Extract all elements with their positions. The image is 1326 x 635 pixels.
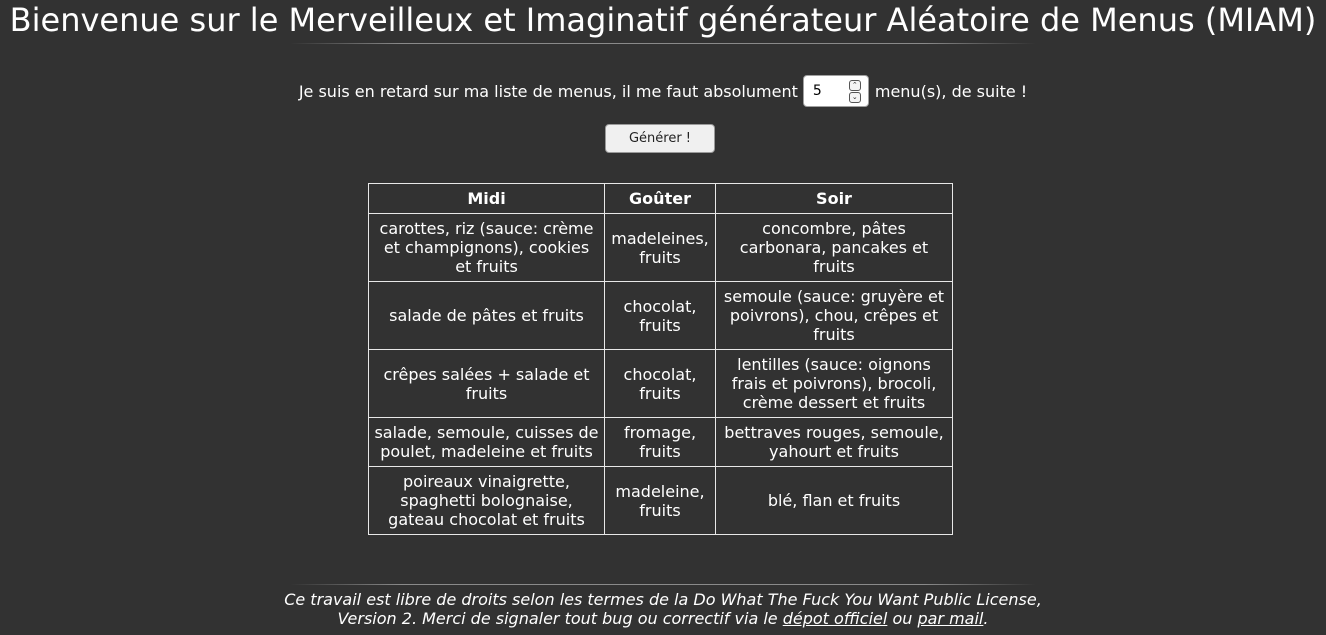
cell-midi: salade, semoule, cuisses de poulet, madeleine et fruits [369,418,605,467]
cell-soir: semoule (sauce: gruyère et poivrons), chou, crêpes et fruits [716,282,953,350]
generate-button[interactable]: Générer ! [605,124,715,153]
cell-midi: salade de pâtes et fruits [369,282,605,350]
table-row [369,214,953,282]
cell-gouter: madeleine, fruits [605,467,716,535]
cell-gouter: fromage, fruits [605,418,716,467]
column-header-soir: Soir [716,184,953,214]
cell-soir: bettraves rouges, semoule, yahourt et fruits [716,418,953,467]
form-prefix-text: Je suis en retard sur ma liste de menus, il me faut absolument [298,81,798,101]
cell-soir: concombre, pâtes carbonara, pancakes et fruits [716,214,953,282]
chevron-up-icon[interactable]: ⌃ [849,80,861,91]
cell-midi: carottes, riz (sauce: crème et champignons), cookies et fruits [369,214,605,282]
cell-midi: poireaux vinaigrette, spaghetti bolognaise, gateau chocolat et fruits [369,467,605,535]
menu-count-value[interactable]: 5 [812,83,822,99]
table-header-row [369,184,953,214]
menus-table [368,183,953,535]
footer-period: . [983,609,989,628]
menu-count-spinner[interactable] [849,80,861,103]
column-header-midi: Midi [369,184,605,214]
footer [0,590,1326,628]
cell-gouter: chocolat, fruits [605,350,716,418]
menu-count-form [0,74,1326,108]
table-row [369,467,953,535]
cell-soir: blé, flan et fruits [716,467,953,535]
cell-gouter: madeleines, fruits [605,214,716,282]
header-divider [290,43,1036,44]
footer-or-text: ou [892,609,913,628]
table-row [369,418,953,467]
footer-contact-line [0,609,1326,628]
page-title: Bienvenue sur le Merveilleux et Imaginatif générateur Aléatoire de Menus (MIAM) [9,1,1317,39]
table-row [369,282,953,350]
cell-midi: crêpes salées + salade et fruits [369,350,605,418]
column-header-gouter: Goûter [605,184,716,214]
table-row [369,350,953,418]
footer-license-text: Ce travail est libre de droits selon les termes de la Do What The Fuck You Want Public License, [284,590,1042,609]
cell-soir: lentilles (sauce: oignons frais et poivrons), brocoli, crème dessert et fruits [716,350,953,418]
email-link[interactable]: par mail [917,609,984,628]
menu-count-input[interactable] [803,75,869,107]
cell-gouter: chocolat, fruits [605,282,716,350]
official-repo-link[interactable]: dépot officiel [782,609,888,628]
footer-contact-text: Version 2. Merci de signaler tout bug ou correctif via le [337,609,778,628]
footer-divider [290,584,1036,585]
form-suffix-text: menu(s), de suite ! [874,81,1028,101]
chevron-down-icon[interactable]: ⌄ [849,92,861,103]
